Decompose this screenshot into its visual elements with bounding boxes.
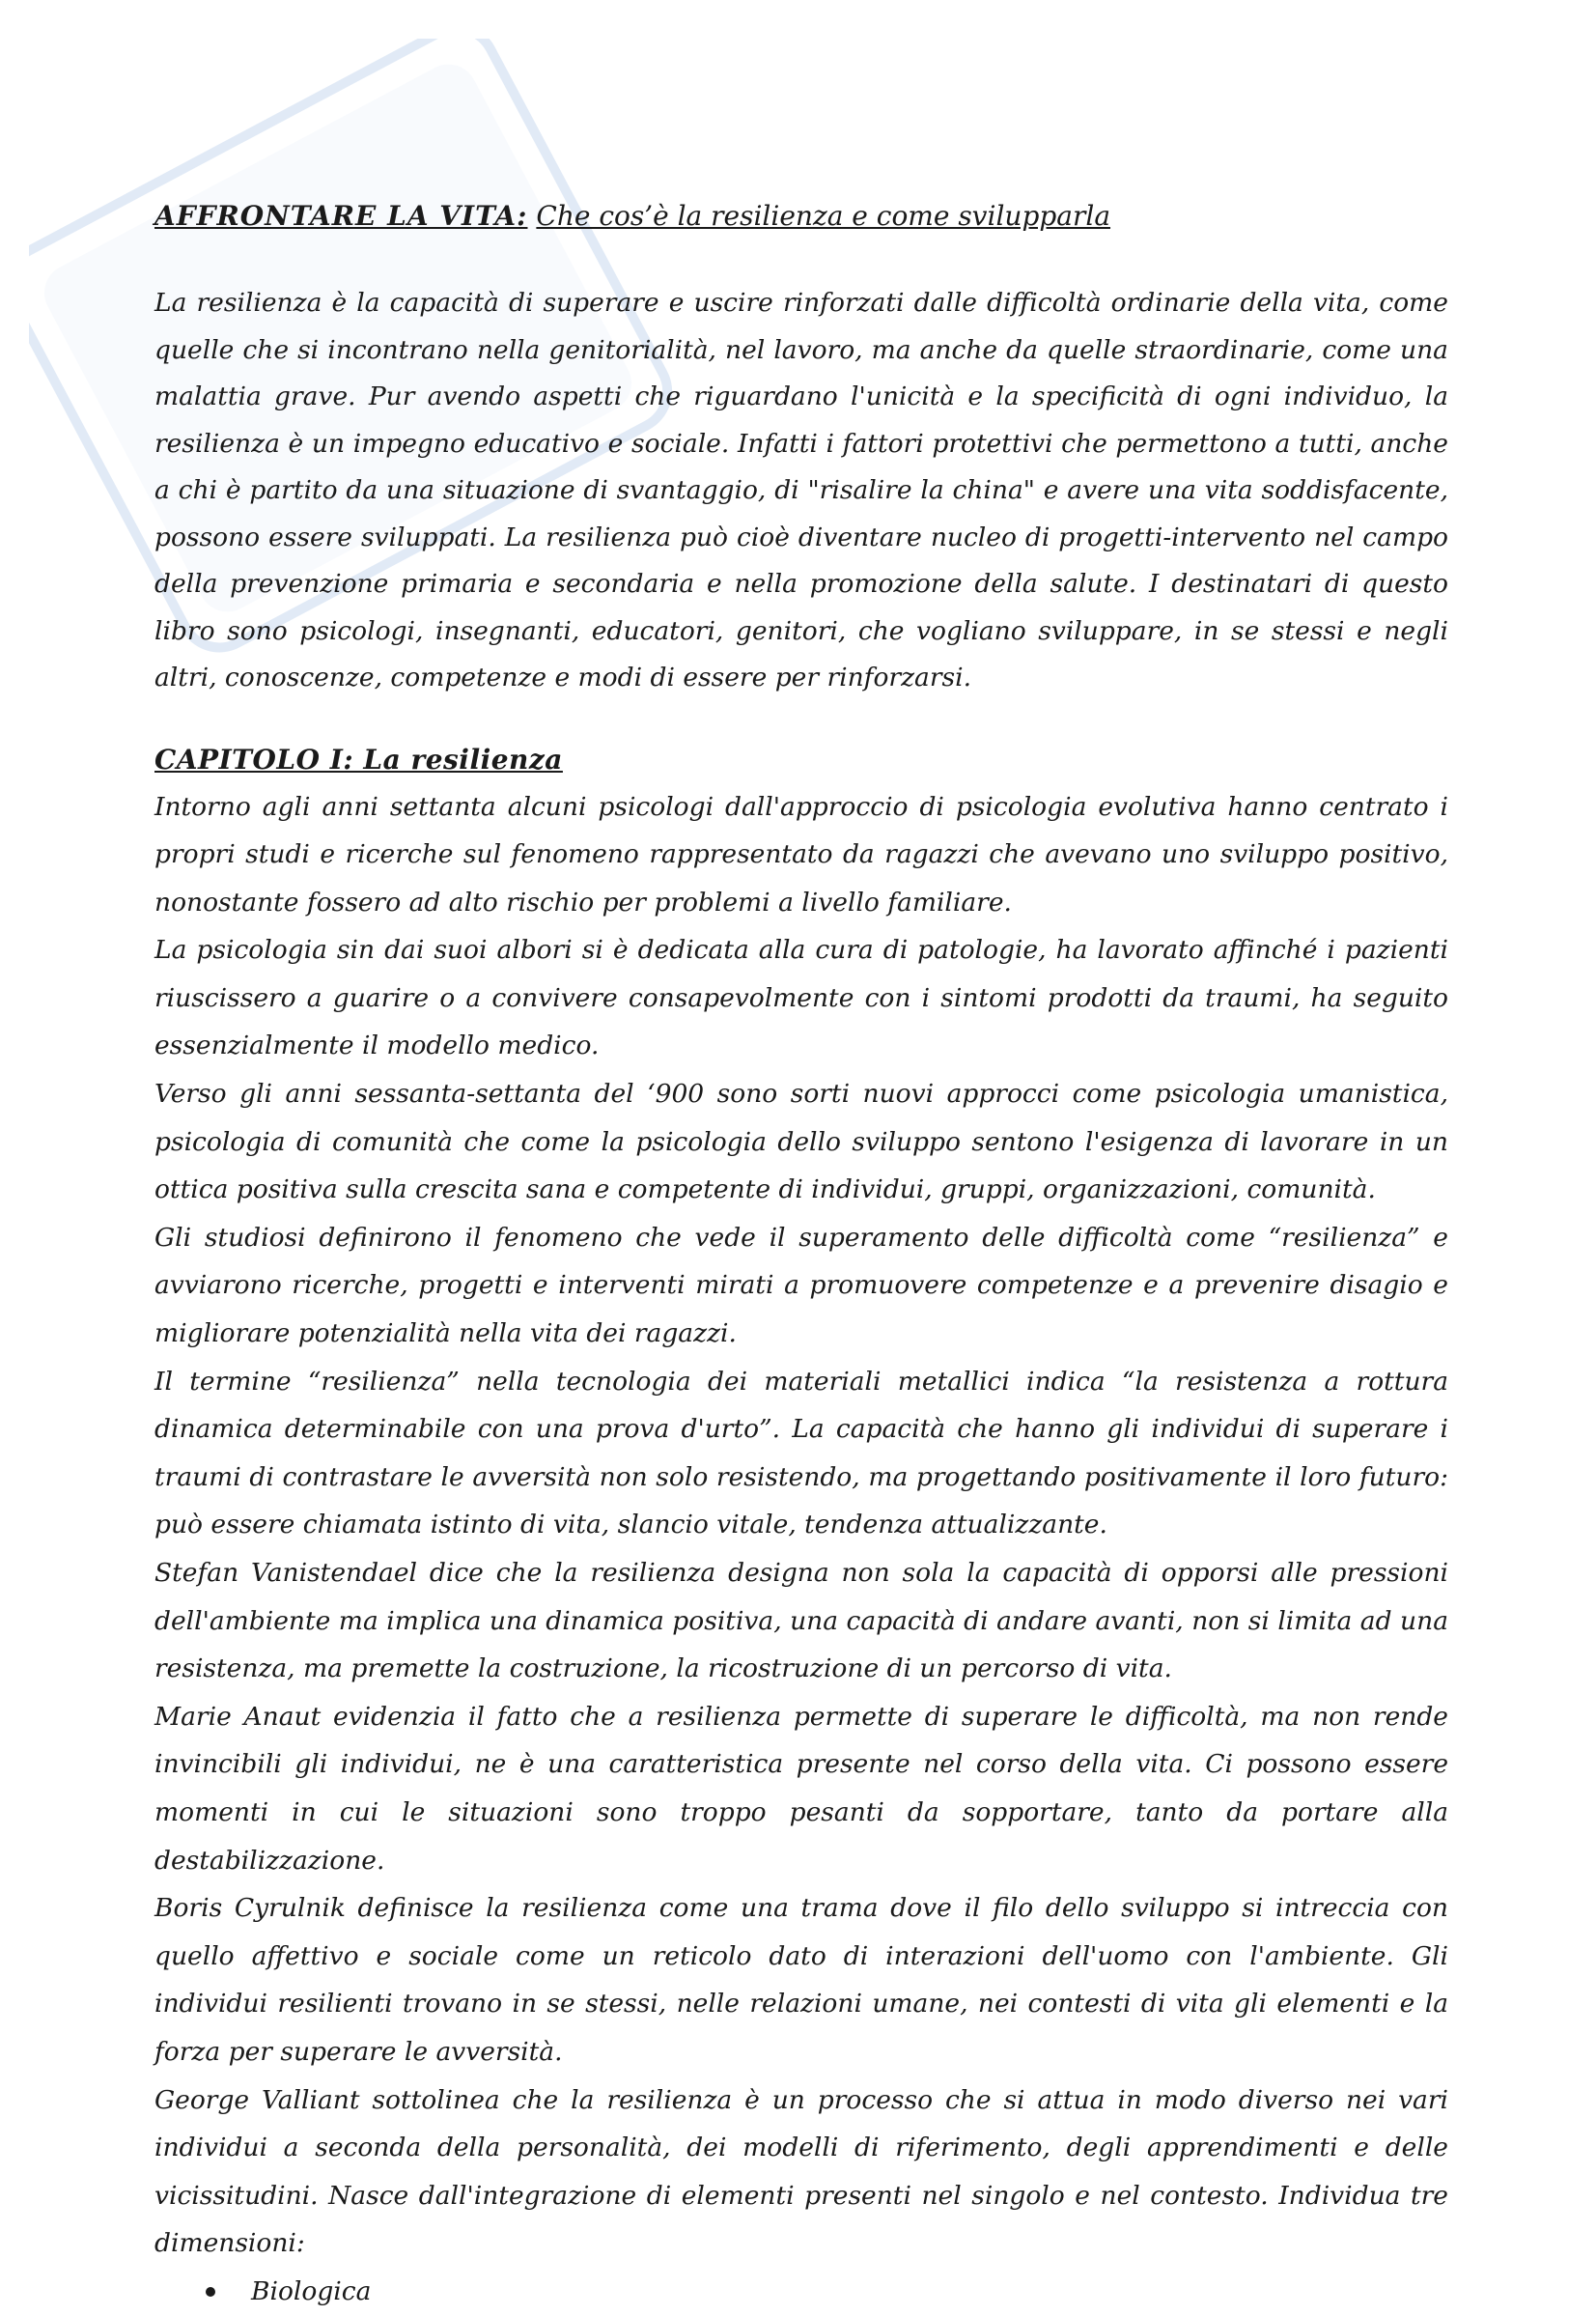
bullet-icon: [206, 2287, 215, 2297]
body-paragraph: Boris Cyrulnik definisce la resilienza come una trama dove il filo dello sviluppo si intreccia con quello affettivo e sociale come un reticolo dato di interazioni dell'uomo con l'ambiente. Gli individui resilienti trovano in se stessi, nelle relazioni umane, nei contesti di vita gli elementi e la forza per superare le avversità.: [154, 1893, 1448, 2067]
dimensions-list: [154, 2268, 1448, 2316]
document-title: [154, 193, 1448, 240]
body-paragraph: Il termine “resilienza” nella tecnologia dei materiali metallici indica “la resistenza a rottura dinamica determinabile con una prova d'urto”. La capacità che hanno gli individui di superare i traumi di contrastare le avversità non solo resistendo, ma progettando positivamente il loro futuro: può essere chiamata istinto di vita, slancio vitale, tendenza attualizzante.: [154, 1366, 1448, 1540]
intro-paragraph: La resilienza è la capacità di superare e uscire rinforzati dalle difficoltà ordinarie della vita, come quelle che si incontrano nella genitorialità, nel lavoro, ma anche da quelle straordinarie, come una malattia grave. Pur avendo aspetti che riguardano l'unicità e la specificità di ogni individuo, la resilienza è un impegno educativo e sociale. Infatti i fattori protettivi che permettono a tutti, anche a chi è partito da una situazione di svantaggio, di "risalire la china" e avere una vita soddisfacente, possono essere sviluppati. La resilienza può cioè diventare nucleo di progetti-intervento nel campo della prevenzione primaria e secondaria e nella promozione della salute. I destinatari di questo libro sono psicologi, insegnanti, educatori, genitori, che vogliano sviluppare, in se stessi e negli altri, conoscenze, competenze e modi di essere per rinforzarsi.: [154, 288, 1448, 692]
body-paragraph: Gli studiosi definirono il fenomeno che vede il superamento delle difficoltà come “resilienza” e avviarono ricerche, progetti e interventi mirati a promuovere competenze e a prevenire disagio e migliorare potenzialità nella vita dei ragazzi.: [154, 1222, 1448, 1349]
title-lead: AFFRONTARE LA VITA:: [154, 200, 528, 232]
chapter-heading: CAPITOLO I: La resilienza: [154, 743, 563, 776]
document-body: [154, 193, 1448, 2316]
list-item-label: Biologica: [251, 2275, 372, 2306]
body-paragraph: George Valliant sottolinea che la resilienza è un processo che si attua in modo diverso nei vari individui a seconda della personalità, dei modelli di riferimento, degli apprendimenti e delle vicissitudini. Nasce dall'integrazione di elementi presenti nel singolo e nel contesto. Individua tre dimensioni:: [154, 2084, 1448, 2259]
body-paragraph: La psicologia sin dai suoi albori si è dedicata alla cura di patologie, ha lavorato affinché i pazienti riuscissero a guarire o a convivere consapevolmente con i sintomi prodotti da traumi, ha seguito essenzialmente il modello medico.: [154, 935, 1448, 1061]
list-item: [154, 2268, 1448, 2316]
title-subtitle: Che cos’è la resilienza e come svilupparla: [536, 200, 1111, 232]
body-paragraph: Marie Anaut evidenzia il fatto che a resilienza permette di superare le difficoltà, ma non rende invincibili gli individui, ne è una caratteristica presente nel corso della vita. Ci possono essere momenti in cui le situazioni sono troppo pesanti da sopportare, tanto da portare alla destabilizzazione.: [154, 1701, 1448, 1876]
body-paragraph: Stefan Vanistendael dice che la resilienza designa non sola la capacità di opporsi alle pressioni dell'ambiente ma implica una dinamica positiva, una capacità di andare avanti, non si limita ad una resistenza, ma premette la costruzione, la ricostruzione di un percorso di vita.: [154, 1558, 1448, 1684]
body-paragraph: Verso gli anni sessanta-settanta del ‘900 sono sorti nuovi approcci come psicologia umanistica, psicologia di comunità che come la psicologia dello sviluppo sentono l'esigenza di lavorare in un ottica positiva sulla crescita sana e competente di individui, gruppi, organizzazioni, comunità.: [154, 1079, 1448, 1205]
body-paragraph: Intorno agli anni settanta alcuni psicologi dall'approccio di psicologia evolutiva hanno centrato i propri studi e ricerche sul fenomeno rappresentato da ragazzi che avevano uno sviluppo positivo, nonostante fossero ad alto rischio per problemi a livello familiare.: [154, 791, 1448, 918]
